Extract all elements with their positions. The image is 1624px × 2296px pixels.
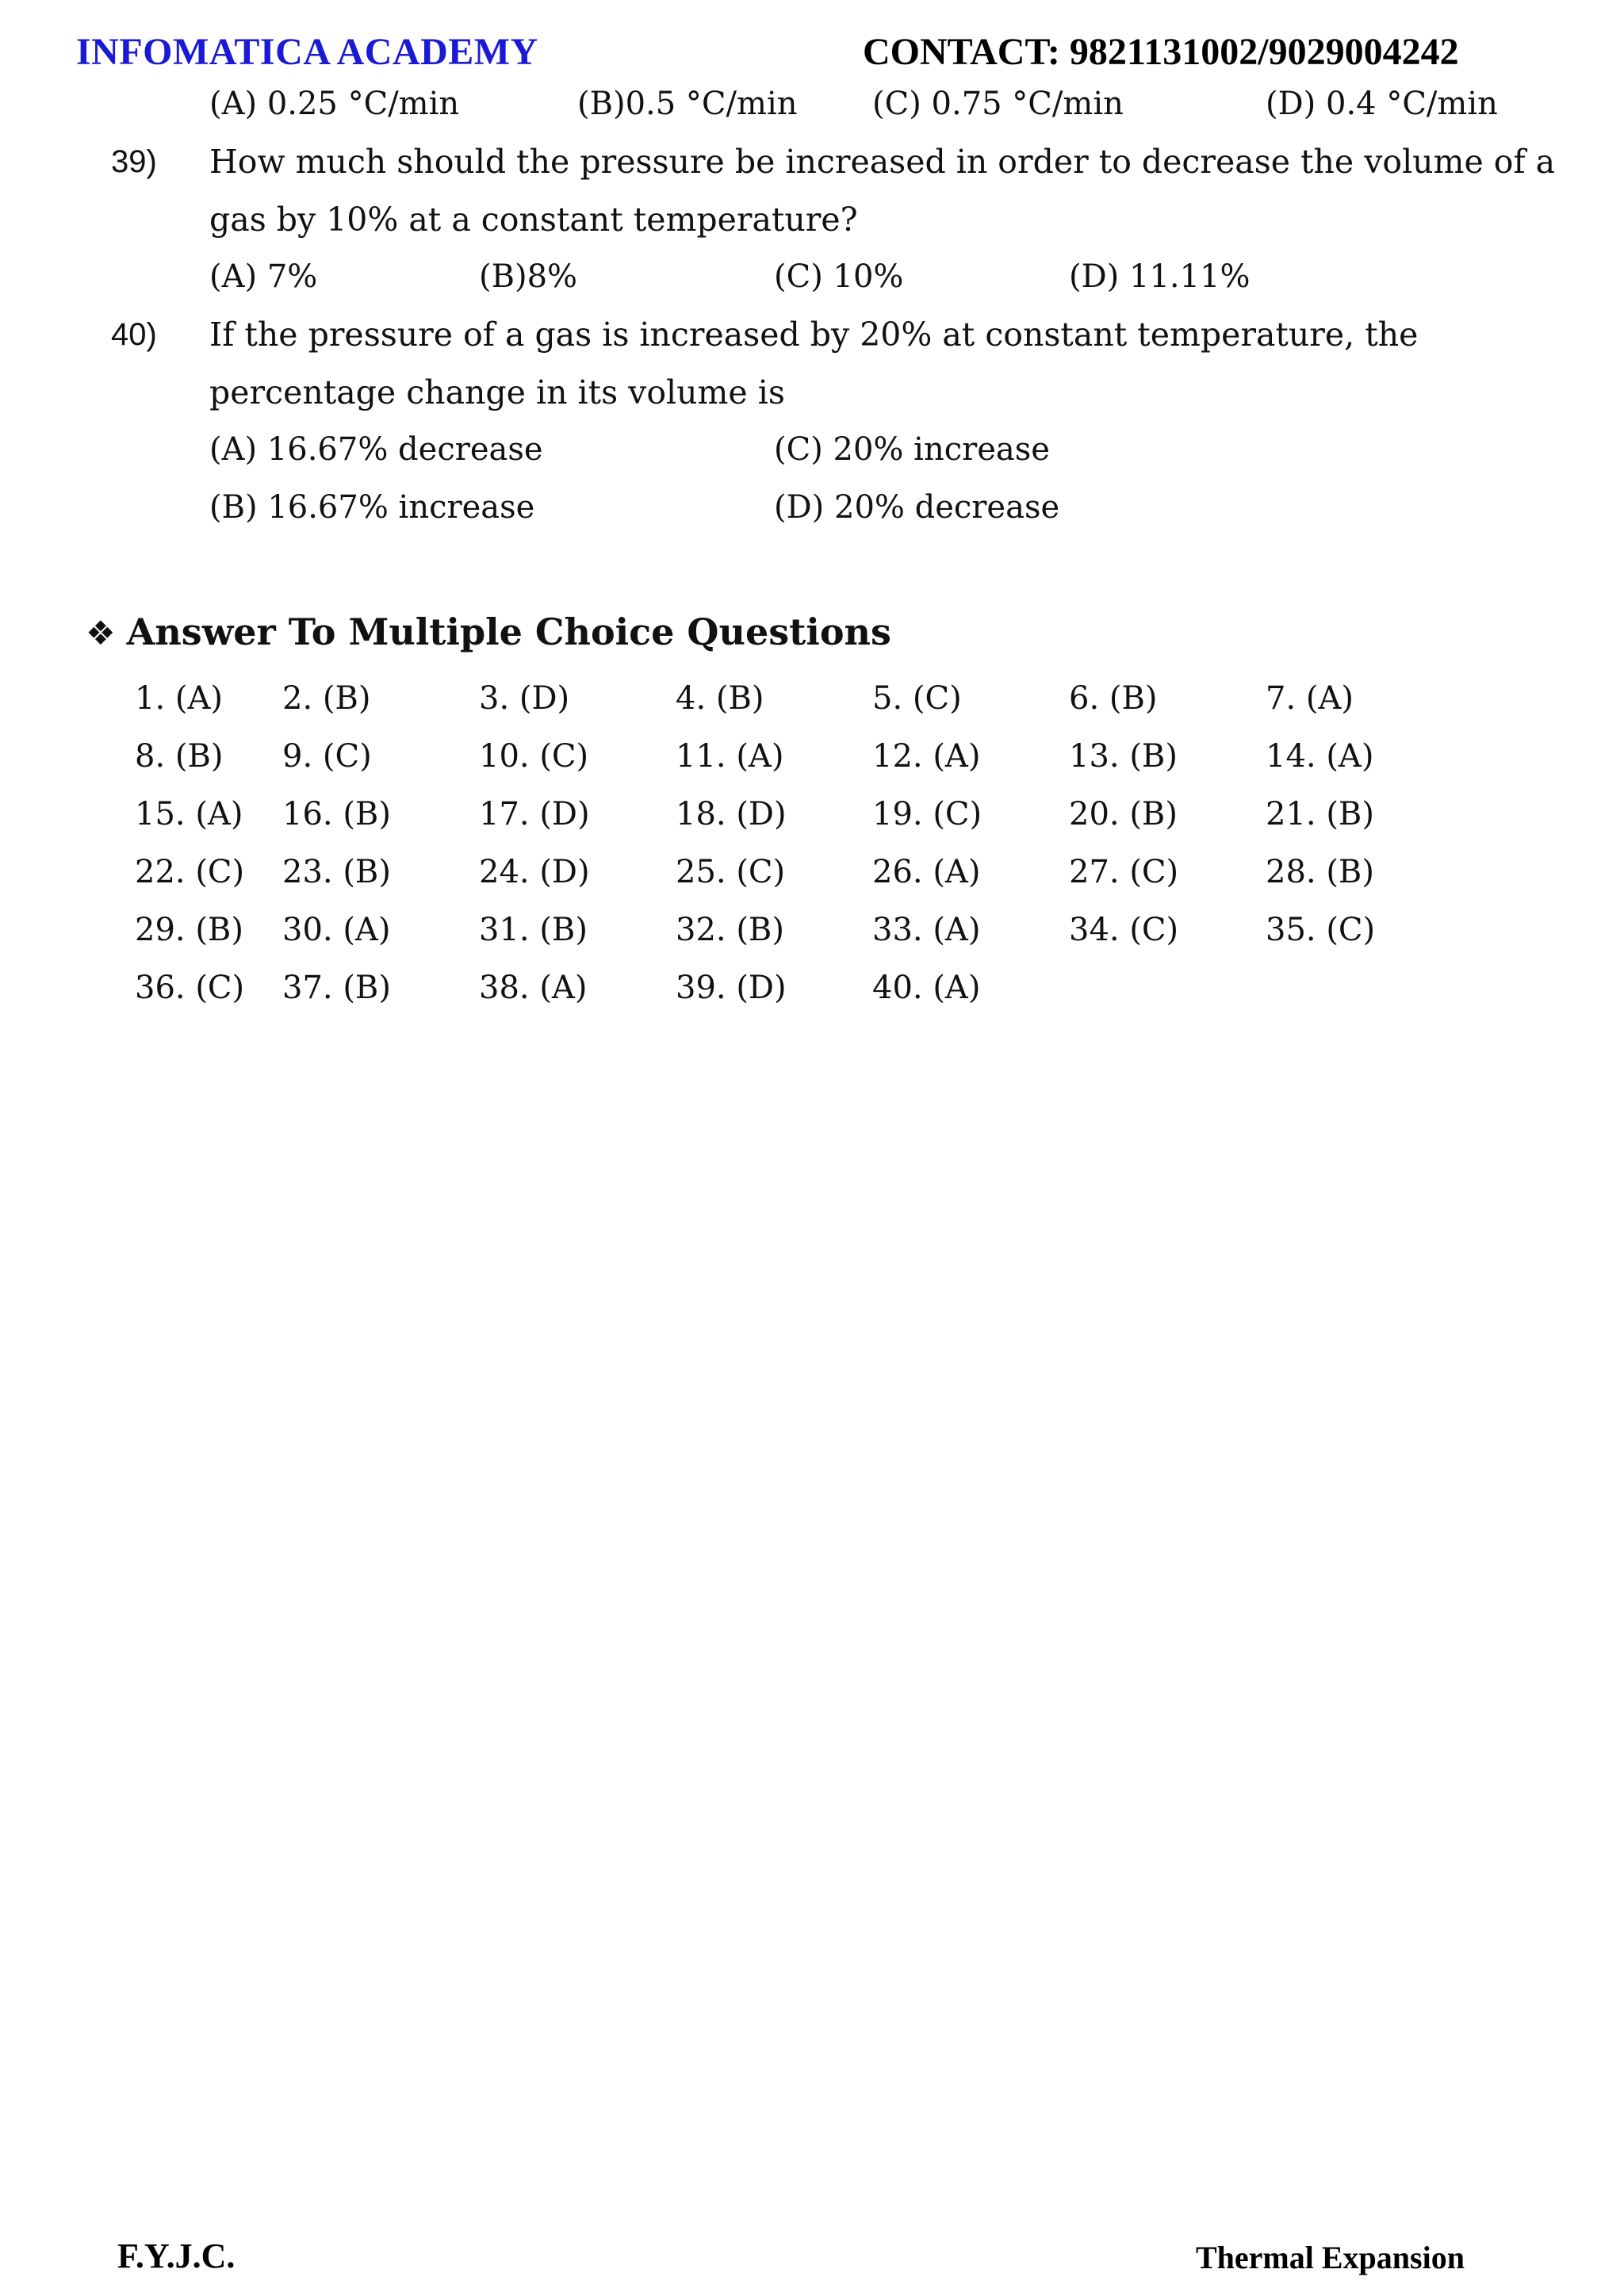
answer-item: 38. (A) (479, 970, 588, 1006)
contact-info: CONTACT: 9821131002/9029004242 (863, 31, 1459, 73)
diamond-bullet-icon: ❖ (86, 614, 116, 652)
answer-item: 1. (A) (135, 680, 223, 717)
answer-item: 30. (A) (282, 912, 391, 948)
answer-item: 32. (B) (676, 912, 784, 948)
answers-heading-text: Answer To Multiple Choice Questions (126, 610, 891, 653)
answers-heading (86, 610, 891, 653)
answer-item: 6. (B) (1069, 680, 1158, 717)
answer-item: 21. (B) (1266, 796, 1374, 832)
answer-item: 13. (B) (1069, 738, 1178, 775)
q40-option-a: (A) 16.67% decrease (209, 431, 543, 468)
answer-item: 31. (B) (479, 912, 588, 948)
q40-text-line1: If the pressure of a gas is increased by 20% at constant temperature, the (209, 316, 1419, 354)
answer-item: 33. (A) (872, 912, 981, 948)
answer-item: 18. (D) (676, 796, 787, 832)
answer-item: 22. (C) (135, 854, 245, 890)
answer-item: 36. (C) (135, 970, 245, 1006)
q38-option-d: (D) 0.4 °C/min (1266, 86, 1498, 122)
answer-item: 2. (B) (282, 680, 371, 717)
answer-item: 23. (B) (282, 854, 391, 890)
q39-option-b: (B)8% (479, 258, 578, 295)
q39-number: 39) (111, 144, 157, 179)
answer-item: 40. (A) (872, 970, 981, 1006)
answer-item: 28. (B) (1266, 854, 1374, 890)
answer-item: 27. (C) (1069, 854, 1179, 890)
q38-option-a: (A) 0.25 °C/min (209, 86, 460, 122)
answer-item: 3. (D) (479, 680, 570, 717)
answer-item: 4. (B) (676, 680, 764, 717)
answer-item: 7. (A) (1266, 680, 1354, 717)
q38-option-b: (B)0.5 °C/min (577, 86, 798, 122)
answer-item: 29. (B) (135, 912, 243, 948)
q39-option-c: (C) 10% (774, 258, 904, 295)
q40-text-line2: percentage change in its volume is (209, 373, 785, 411)
answer-item: 10. (C) (479, 738, 589, 775)
answer-item: 15. (A) (135, 796, 243, 832)
q39-text-line1: How much should the pressure be increased in order to decrease the volume of a (209, 143, 1556, 181)
q40-option-c: (C) 20% increase (774, 431, 1050, 468)
answer-item: 20. (B) (1069, 796, 1178, 832)
answer-item: 12. (A) (872, 738, 981, 775)
q40-option-b: (B) 16.67% increase (209, 489, 535, 526)
answer-item: 25. (C) (676, 854, 786, 890)
answer-item: 35. (C) (1266, 912, 1376, 948)
answer-item: 16. (B) (282, 796, 391, 832)
q40-number: 40) (111, 317, 157, 352)
answer-item: 5. (C) (872, 680, 962, 717)
q40-option-d: (D) 20% decrease (774, 489, 1060, 526)
answer-item: 26. (A) (872, 854, 981, 890)
q38-option-c: (C) 0.75 °C/min (872, 86, 1124, 122)
answer-item: 8. (B) (135, 738, 224, 775)
answer-item: 39. (D) (676, 970, 787, 1006)
answer-item: 9. (C) (282, 738, 372, 775)
q39-text-line2: gas by 10% at a constant temperature? (209, 201, 858, 239)
answer-item: 17. (D) (479, 796, 590, 832)
q39-option-d: (D) 11.11% (1069, 258, 1251, 295)
answer-item: 11. (A) (676, 738, 784, 775)
footer-class: F.Y.J.C. (117, 2237, 236, 2275)
academy-name: INFOMATICA ACADEMY (76, 31, 538, 73)
answer-item: 24. (D) (479, 854, 590, 890)
answer-item: 14. (A) (1266, 738, 1374, 775)
answer-item: 37. (B) (282, 970, 391, 1006)
answer-item: 34. (C) (1069, 912, 1179, 948)
footer-chapter: Thermal Expansion (1196, 2240, 1465, 2275)
answer-item: 19. (C) (872, 796, 982, 832)
q39-option-a: (A) 7% (209, 258, 318, 295)
